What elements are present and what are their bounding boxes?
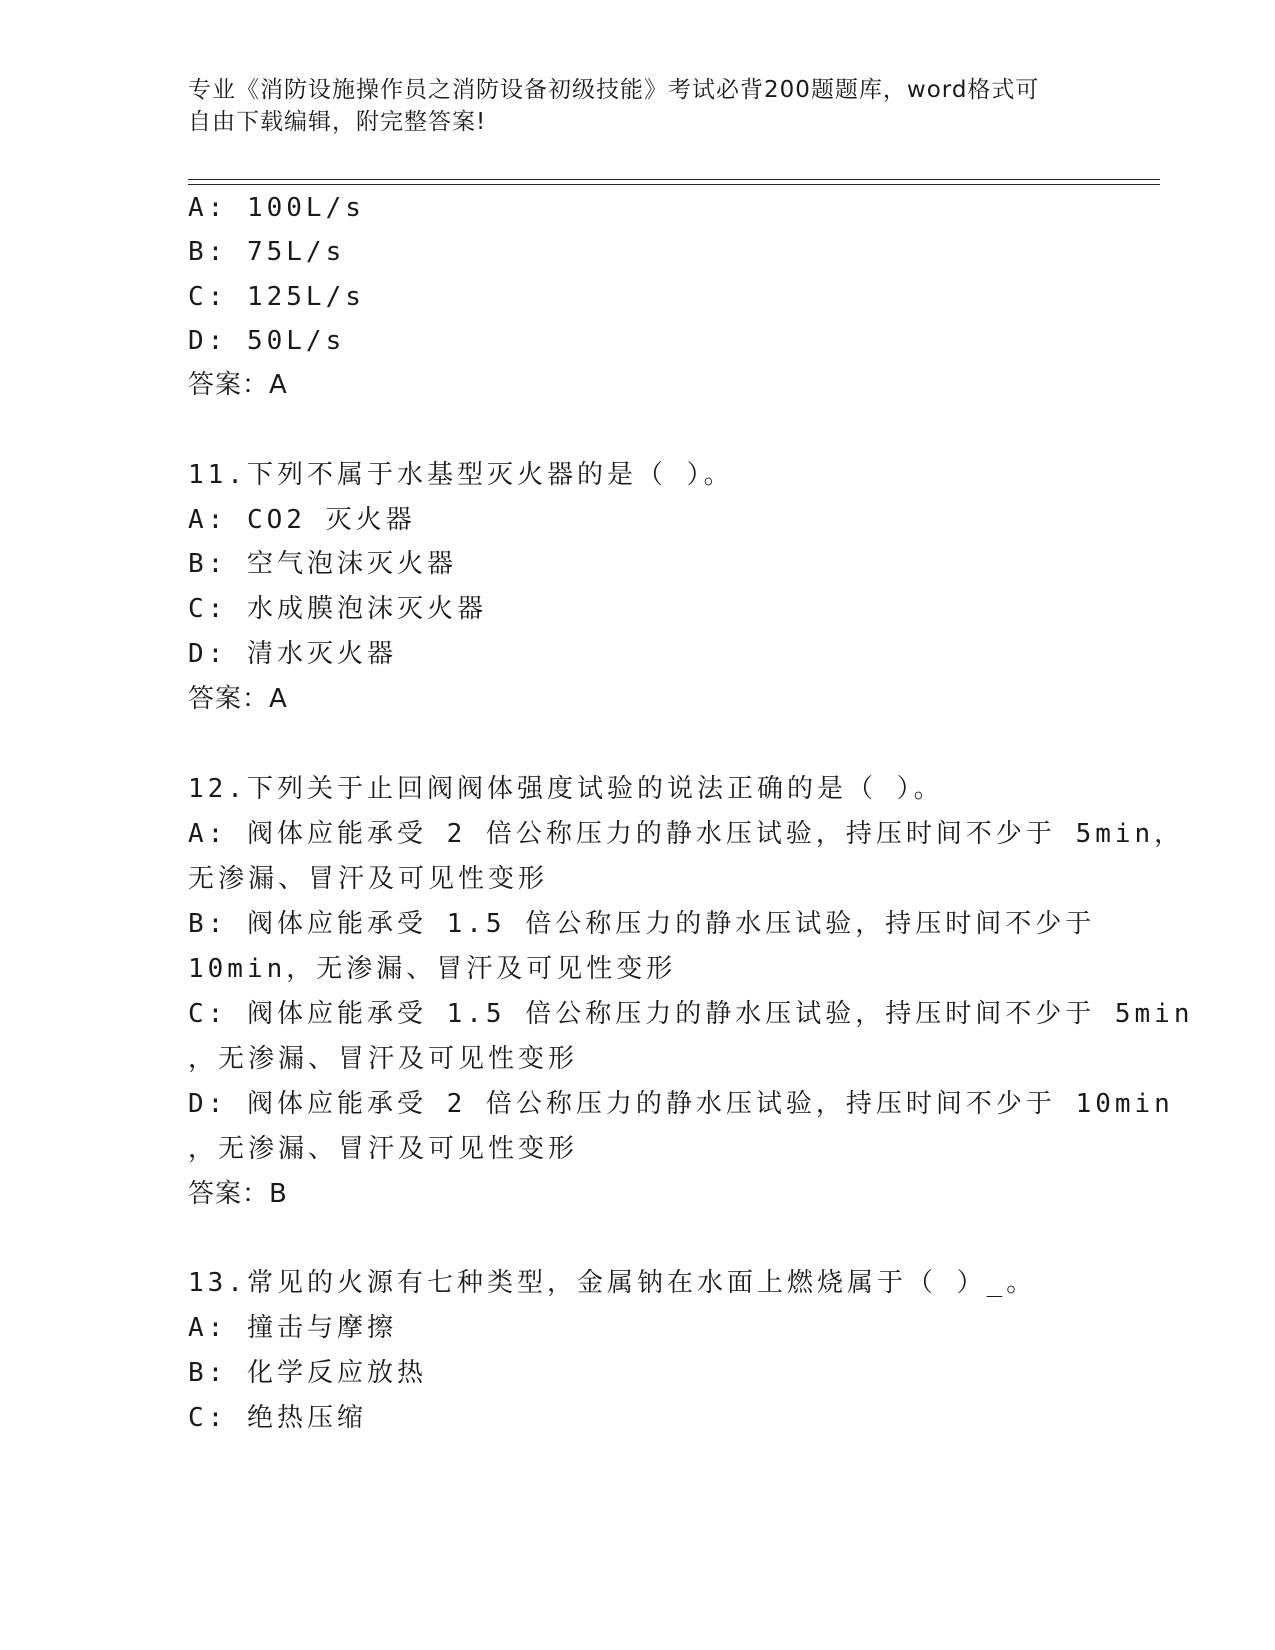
option-a: A: 撞击与摩擦	[188, 1313, 397, 1343]
option-c: C: 125L/s	[188, 282, 365, 312]
answer: 答案：A	[188, 370, 288, 400]
option-b: B: 空气泡沫灭火器	[188, 549, 457, 579]
answer: 答案：B	[188, 1179, 288, 1209]
header-divider-bottom	[188, 184, 1160, 185]
option-b: B: 化学反应放热	[188, 1358, 427, 1388]
option-a: A: 100L/s	[188, 193, 365, 223]
question-11: 11.下列不属于水基型灭火器的是（ ）。	[188, 460, 734, 490]
option-b: B: 75L/s	[188, 237, 346, 267]
header-line-2: 自由下载编辑，附完整答案!	[188, 109, 487, 135]
answer: 答案：A	[188, 684, 288, 714]
header-divider-top	[188, 179, 1160, 180]
option-d: D: 阀体应能承受 2 倍公称压力的静水压试验，持压时间不少于 10min	[188, 1089, 1174, 1119]
header-line-1: 专业《消防设施操作员之消防设备初级技能》考试必背200题题库，word格式可	[188, 77, 1040, 103]
option-a-continued: 无渗漏、冒汗及可见性变形	[188, 864, 549, 894]
option-d-continued: ，无渗漏、冒汗及可见性变形	[188, 1134, 579, 1164]
question-12: 12.下列关于止回阀阀体强度试验的说法正确的是（ ）。	[188, 774, 944, 804]
option-c-continued: ，无渗漏、冒汗及可见性变形	[188, 1044, 579, 1074]
option-c: C: 阀体应能承受 1.5 倍公称压力的静水压试验，持压时间不少于 5min	[188, 999, 1194, 1029]
option-b-continued: 10min，无渗漏、冒汗及可见性变形	[188, 954, 677, 984]
option-b: B: 阀体应能承受 1.5 倍公称压力的静水压试验，持压时间不少于	[188, 909, 1096, 939]
option-d: D: 清水灭火器	[188, 639, 397, 669]
option-a: A: 阀体应能承受 2 倍公称压力的静水压试验，持压时间不少于 5min，	[188, 819, 1185, 849]
option-c: C: 水成膜泡沫灭火器	[188, 594, 487, 624]
document-header	[188, 74, 1088, 138]
option-c: C: 绝热压缩	[188, 1403, 367, 1433]
option-a: A: CO2 灭火器	[188, 505, 416, 535]
question-13: 13.常见的火源有七种类型，金属钠在水面上燃烧属于（ ）_。	[188, 1268, 1037, 1298]
option-d: D: 50L/s	[188, 326, 346, 356]
